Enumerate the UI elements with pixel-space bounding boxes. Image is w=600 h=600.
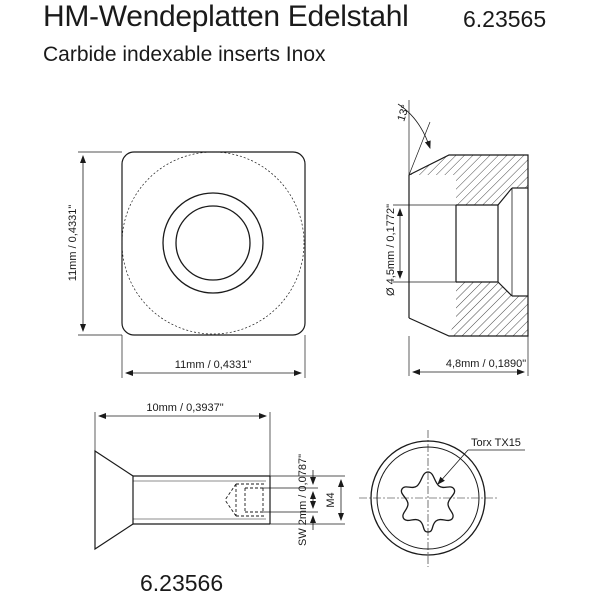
thread-label: M4 (325, 492, 337, 508)
torx-label: Torx TX15 (471, 437, 521, 449)
article-number: 6.23565 (463, 6, 547, 32)
insert-top-view (78, 152, 305, 378)
insert-section-view (393, 100, 528, 376)
bore-label: Ø 4,5mm / 0,1772" (385, 204, 397, 296)
countersink-circle (163, 193, 263, 293)
screw-top-view (359, 430, 497, 567)
page-subtitle: Carbide indexable inserts Inox (43, 43, 326, 66)
insert-outline (122, 152, 305, 335)
screw-article-number: 6.23566 (140, 570, 224, 596)
angle-label: 13° (395, 103, 412, 123)
thickness-label: 4,8mm / 0,1890" (445, 358, 527, 370)
sw-label: SW 2mm / 0,0787" (297, 454, 309, 546)
screw-length-label: 10mm / 0,3937" (146, 402, 224, 414)
page-title: HM-Wendeplatten Edelstahl (43, 0, 409, 33)
insert-height-label: 11mm / 0,4331" (67, 204, 79, 282)
torx-leader-line (438, 450, 468, 484)
insert-width-label: 11mm / 0,4331" (174, 359, 252, 371)
inscribed-circle (122, 152, 304, 334)
bore-circle (176, 206, 250, 280)
